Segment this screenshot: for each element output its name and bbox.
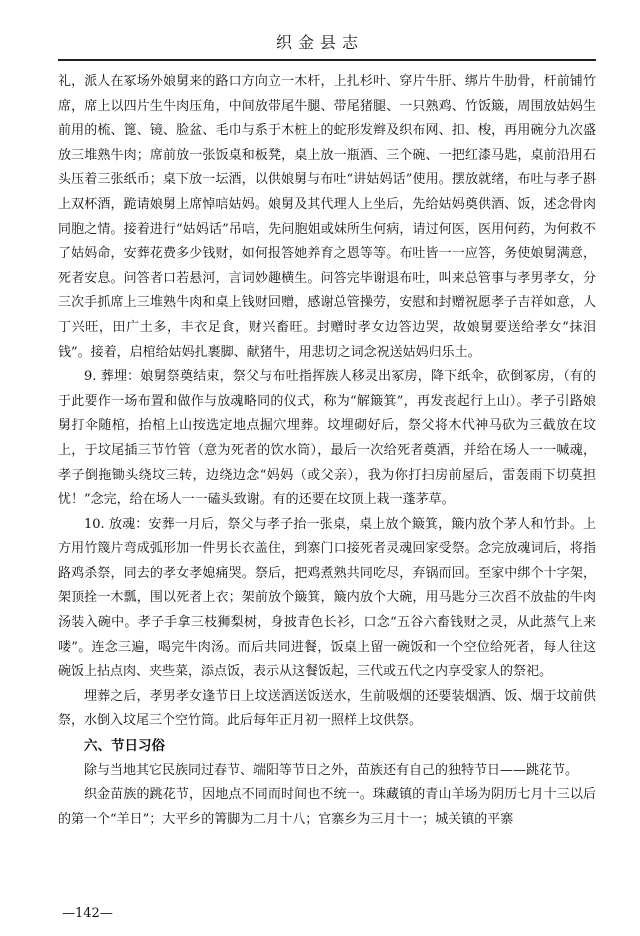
page-number: —142—: [62, 906, 113, 921]
paragraph-release-soul: 10. 放魂：安葬一月后，祭父与孝子抬一张桌，桌上放个簸箕，簸内放个茅人和竹卦。上方用竹篾片弯成弧形加一件男长衣盖住，到寨门口接死者灵魂回家受祭。念完放魂词后，将指路鸡杀祭，同去的孝女孝媳痛哭。祭后，把鸡煮熟共同吃尽，弃锅而回。至家中绑个十字架，架顶拴一木瓢，围以死者上衣；架前放个簸箕，簸内放个大碗，用马匙分三次舀不放盐的牛肉汤装入碗中。孝子手拿三枝狮梨树，身披青色长衫，口念“五谷六畜钱财之灵，从此蒸气上来喽”。连念三遍，喝完牛肉汤。而后共同进餐，饭桌上留一碗饭和一个空位给死者，每人往这碗饭上拈点肉、夹些菜，添点饭，表示从这餐饭起，三代或五代之内享受家人的祭祀。: [58, 516, 596, 680]
page-body: [58, 70, 596, 832]
paragraph-flower-festival: 织金苗族的跳花节，因地点不同而时间也不统一。珠藏镇的青山羊场为阴历七月十三以后的第一个“羊日”；大平乡的箐脚为二月十八；官寨乡为三月十一；城关镇的平寨: [58, 787, 596, 827]
paragraph-after-burial: 埋葬之后，孝男孝女逢节日上坟送酒送饭送水，生前吸烟的还要装烟酒、饭、烟于坟前供祭，水倒入坟尾三个空竹筒。此后每年正月初一照样上坟供祭。: [58, 688, 596, 729]
section-heading: 六、节日习俗: [84, 738, 165, 755]
paragraph-festivals-intro: 除与当地其它民族同过春节、端阳等节日之外，苗族还有自己的独特节日——跳花节。: [84, 762, 579, 778]
header-rule: [58, 59, 596, 61]
paragraph-funeral-rite: 礼，派人在冢场外娘舅来的路口方向立一木杆，上扎杉叶、穿片牛肝、绑片牛肋骨，杆前铺竹席，席上以四片生牛肉压角，中间放带尾牛腿、带尾猪腿、一只熟鸡、竹饭簸，周围放姑妈生前用的梳、篦、镜、脸盆、毛巾与系于木桩上的蛇形发辫及织布网、扣、梭，再用碗分九次盛放三堆熟牛肉；席前放一张饭桌和板凳，桌上放一瓶酒、三个碗、一把红漆马匙，桌前沿用石头压着三张纸币；桌下放一坛酒，以供娘舅与布吐“讲姑妈话”使用。摆放就绪，布吐与孝子斟上双杯酒，跪请娘舅上席悼唁姑妈。娘舅及其代理人上坐后，先给姑妈奠供酒、饭，述念骨肉同胞之情。接着进行“姑妈话”吊唁，先问胞姐或妹所生何病，请过何医，医用何药，为何救不了姑妈命，安葬花费多少钱财，如何报答她养育之恩等等。布吐皆一一应答，务使娘舅满意，死者安息。问答者口若悬河，言词妙趣横生。问答完毕谢退布吐，叫来总管事与孝男孝女，分三次手抓席上三堆熟牛肉和桌上钱财回赠，感谢总管操劳，安慰和封赠祝愿孝子吉祥如意，人丁兴旺，田广土多，丰衣足食，财兴畜旺。封赠时孝女边答边哭，故娘舅要送给孝女“抹泪钱”。接着，启棺给姑妈扎裹脚、献猪牛，用悲切之词念祝送姑妈归乐土。: [58, 74, 596, 360]
running-header: 织金县志: [275, 33, 364, 52]
paragraph-burial: 9. 葬埋：娘舅祭奠结束，祭父与布吐指挥族人移灵出冢房，降下纸伞，砍倒冢房，（有的于此要作一场布置和做作与放魂略同的仪式，称为“解簸箕”，再发丧起行上山）。孝子引路娘舅打伞随棺，抬棺上山按选定地点掘穴埋葬。坟埋砌好后，祭父将木代神马砍为三截放在坟上，于坟尾插三节竹管（意为死者的饮水筒），最后一次给死者奠酒，并给在场人一一喊魂，孝子倒拖锄头绕坟三转，边绕边念“妈妈（或父亲），我为你打扫房前屋后，雷轰雨下切莫担忧！”念完，给在场人一一磕头致谢。有的还要在坟顶上栽一蓬茅草。: [58, 369, 596, 508]
